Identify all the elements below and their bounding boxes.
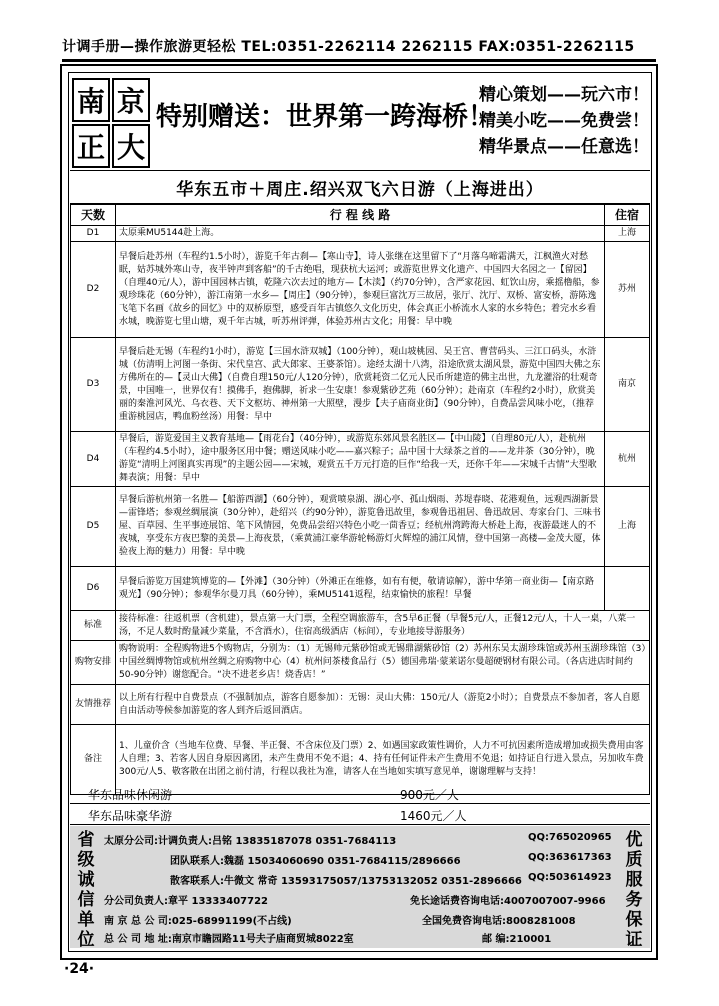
- contact-qq: QQ:765020965: [528, 832, 612, 843]
- row-stay: 杭州: [605, 432, 650, 487]
- row-stay: 南京: [605, 338, 650, 432]
- table-row: [71, 242, 650, 338]
- contact-line: 散客联系人:牛微文 常奇 13593175057/13753132052 0351-2896666: [170, 876, 522, 887]
- header-day: 天数: [71, 205, 116, 226]
- table-row: [71, 567, 650, 611]
- row-content: 早餐后，游览爱国主义教育基地—【雨花台】（40分钟），或游览东郊风景名胜区—【中山陵】（自理80元/人），赴杭州（车程约4.5小时），途中服务区用中餐；赠送风味小吃——嘉兴粽子；品中国十大绿茶之首的——龙井茶（30分钟），晚游览“清明上河图真实再现”的主题公园——宋城，观赏五千万元打造的巨作“给我一天，还你千年——宋城千古情”大型歌舞表演；用餐：早中: [116, 432, 605, 487]
- logo-char: 大: [112, 124, 150, 168]
- slogan-line: 精华景点——任意选！: [479, 137, 649, 157]
- table-header-row: [71, 205, 650, 226]
- service-badge-text: 优质服务保证: [625, 830, 643, 950]
- row-content: 1、儿童价含（当地车位费、早餐、半正餐、不含床位及门票）2、如遇国家政策性调价，人力不可抗因素所造成增加或损失费用由客人自理；3、若客人因自身原因离团，未产生费用不免不退；4、持有任何证件未产生费用不免退；如持证自行进入景点，另加收车费300元/人5、敬客散在出团之前付清，行程以我社为准，请客人在当地如实填写意见单，谢谢理解与支持！: [116, 725, 650, 795]
- row-content: 太原乘MU5144赴上海。: [116, 226, 605, 242]
- logo-char: 南: [72, 78, 110, 122]
- credibility-badge-text: 省级诚信单位: [77, 830, 95, 950]
- table-row: [71, 432, 650, 487]
- table-row: [71, 338, 650, 432]
- row-day: D1: [71, 226, 116, 242]
- contact-line: 团队联系人:魏磊 15034060690 0351-7684115/2896666: [170, 856, 461, 867]
- company-logo: [72, 78, 150, 164]
- price-row: [70, 804, 650, 825]
- row-stay: 上海: [605, 487, 650, 567]
- contact-line: 全国免费咨询电话:8008281008: [422, 916, 576, 927]
- row-day: D2: [71, 242, 116, 338]
- price-value: 900元／人: [400, 788, 459, 802]
- contact-line: 分公司负责人:章平 13333407722: [104, 896, 269, 907]
- special-gift-text: 特别赠送：世界第一跨海桥！: [156, 102, 495, 132]
- slogan-line: 精心策划——玩六市！: [479, 85, 649, 105]
- page-header: 计调手册—操作旅游更轻松 TEL:0351-2262114 2262115 FAX:0351-2262115: [62, 39, 635, 55]
- contact-postcode: 邮 编:210001: [482, 934, 552, 945]
- table-row: [71, 226, 650, 242]
- header-divider: [62, 59, 656, 62]
- row-day: D3: [71, 338, 116, 432]
- row-content: 购物说明：全程购物进5个购物店，分别为：（1）无锡帅元紫砂馆或无锡鼎湖紫砂馆（2）苏州东吴太湖珍珠馆或苏州玉湖珍珠馆（3）中国丝绸博物馆或杭州丝绸之府购物中心（4）杭州问茶楼食品行（5）德国弗瑞·蒙莱诺尔曼超硬钢材有限公司。（各店进店时间约50-90分钟）谢您配合。“决不进老乡店！烧香店！”: [116, 641, 650, 685]
- row-day: 友情推荐: [71, 685, 116, 725]
- price-name: 华东品味休闲游: [88, 788, 173, 802]
- row-day: 备注: [71, 725, 116, 795]
- row-stay: 上海: [605, 226, 650, 242]
- itinerary-table: [70, 204, 650, 795]
- contact-section: [70, 826, 650, 948]
- contact-address: 总 公 司 地 址:南京市瞻园路11号夫子庙商贸城8022室: [104, 934, 354, 945]
- row-day: 标准: [71, 611, 116, 641]
- slogan-line: 精美小吃——免费尝！: [479, 111, 649, 131]
- table-row: [71, 641, 650, 685]
- contact-line: 免长途话费咨询电话:4007007007-9966: [410, 896, 606, 907]
- header-stay: 住宿: [605, 205, 650, 226]
- price-name: 华东品味豪华游: [88, 809, 173, 823]
- row-content: 以上所有行程中自费景点（不强制加点，游客自愿参加）：无锡：灵山大佛：150元/人（游览2小时）；自费景点不参加者，客人自愿自由活动等候参加游览的客人到齐后返回酒店。: [116, 685, 650, 725]
- contact-qq: QQ:363617363: [528, 852, 612, 863]
- table-row: [71, 685, 650, 725]
- header-route: 行 程 线 路: [116, 205, 605, 226]
- contact-qq: QQ:503614923: [528, 872, 612, 883]
- contact-line: 太原分公司:计调负责人:吕铭 13835187078 0351-7684113: [104, 836, 397, 847]
- table-row: [71, 611, 650, 641]
- logo-char: 京: [112, 78, 150, 122]
- row-day: 购物安排: [71, 641, 116, 685]
- row-day: D5: [71, 487, 116, 567]
- price-row: [70, 783, 650, 804]
- page-number: ·24·: [64, 961, 95, 977]
- row-content: 早餐后游杭州第一名胜—【船游西湖】（60分钟），观赏喷泉湖、湖心亭、孤山烟雨、苏堤春晓、花港观鱼，远观西湖新景—雷锋塔；参观丝绸展演（30分钟），赴绍兴（约90分钟），游览鲁迅故里，参观鲁迅祖居、鲁迅故居、寿家台门、三味书屋、百草园、生平事迹展馆、笔下风情园，免费品尝绍兴特色小吃一茴香豆；经杭州湾跨海大桥赴上海，夜游最迷人的不夜城，享受东方夜巴黎的美景—上海夜景，（乘黄浦江豪华游轮畅游灯火辉煌的浦江风情，登中国第一高楼—金茂大厦，体验夜上海的魅力）用餐：早中晚: [116, 487, 605, 567]
- price-value: 1460元／人: [400, 809, 467, 823]
- row-content: 早餐后游览万国建筑博览的—【外滩】（30分钟）（外滩正在维修，如有有便，敬请谅解），游中华第一商业街—【南京路观光】（90分钟）；参观华尔曼刀具（60分钟），乘MU5141返程，结束愉快的旅程！早餐: [116, 567, 605, 611]
- logo-char: 正: [72, 124, 110, 168]
- row-stay: 苏州: [605, 242, 650, 338]
- row-content: 早餐后赴无锡（车程约1小时），游览【三国水浒双城】（100分钟），观山坡桃园、吴王宫、曹营码头、三江口码头，水浒城（仿清明上河图一条街、宋代皇宫、武大郎家、王婆茶馆）。途经太湖十八湾，沿途欣赏太湖风景，游览中国四大佛之东方佛所在的—【灵山大佛】（自费自理150元/人120分钟），欣赏耗资二亿元人民币所建造的佛主出世，九龙灌浴的壮观奇景，中国唯一，世界仅有！摸佛手，抱佛脚，祈求一生安康！参观紫砂艺苑（60分钟）；赴南京（车程约2小时），欣赏美丽的秦淮河风光、乌衣巷、天下文枢坊、神州第一大照壁，漫步【夫子庙商业街】（90分钟），自费品尝风味小吃，（推荐重游桃园店，鸭血粉丝汤）用餐：早中: [116, 338, 605, 432]
- row-content: 早餐后赴苏州（车程约1.5小时），游览千年古刹—【寒山寺】，诗人张继在这里留下了“月落乌啼霜满天，江枫渔火对愁眠，姑苏城外寒山寺，夜半钟声到客船”的千古绝唱，现获杭大运河；或游览世界文化遗产、中国四大名园之一【留园】（自理40元/人），游中国园林古镇，乾隆六次去过的地方—【木渎】（约70分钟），含严家花园、虹饮山房，乘摇橹船，参观珍珠花（60分钟），游江南第一水乡—【周庄】（90分钟），参观巨富沈万三故居，张厅、沈厅、双桥、富安桥，游陈逸飞笔下名画《故乡的回忆》中的双桥原型，感受百年古镇悠久文化历史，体会真正小桥流水人家的水乡特色；着完水乡看水城，晚游览七里山塘，观千年古城，听苏州评弹，体验苏州古文化；用餐：早中晚: [116, 242, 605, 338]
- row-day: D4: [71, 432, 116, 487]
- row-stay: [605, 567, 650, 611]
- table-row: [71, 487, 650, 567]
- contact-line: 南 京 总 公 司:025-68991199(不占线): [104, 916, 292, 927]
- row-content: 接待标准：往返机票（含机建），景点第一大门票，全程空调旅游车，含5早6正餐（早餐5元/人，正餐12元/人，十人一桌，八菜一汤，不足人数时酌量减少菜量，不含酒水），住宿高级酒店（标间），专业地接导游服务）: [116, 611, 650, 641]
- tour-title: 华东五市＋周庄.绍兴双飞六日游（上海进出）: [70, 170, 650, 204]
- row-day: D6: [71, 567, 116, 611]
